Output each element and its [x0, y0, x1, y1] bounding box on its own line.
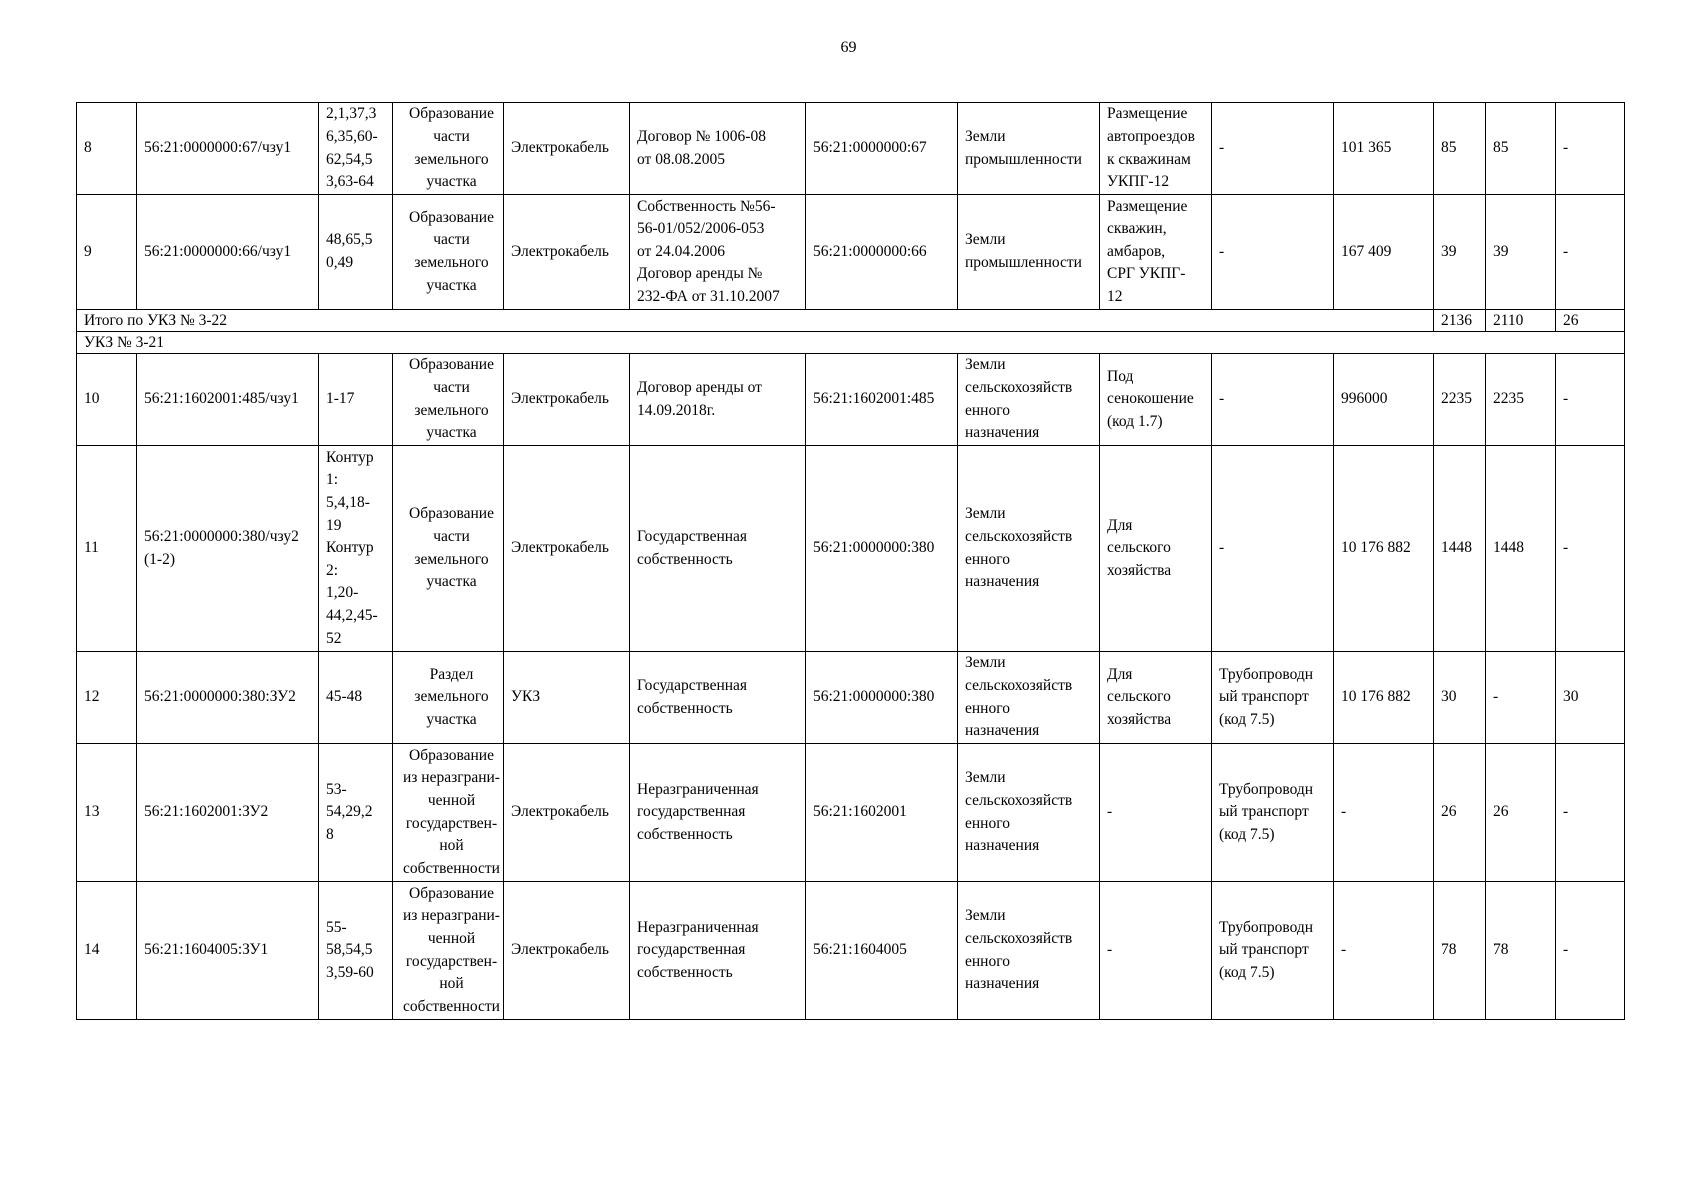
land-category: Земли сельскохозяйств енного назначения	[958, 652, 1100, 744]
area-total: 30	[1434, 652, 1486, 744]
formation-method: Образование части земельного участка	[393, 354, 504, 446]
area-b: -	[1556, 354, 1625, 446]
rows-group-3-22	[77, 103, 1625, 310]
permitted-use: Для сельского хозяйства	[1100, 446, 1212, 652]
purpose: Электрокабель	[504, 103, 630, 195]
land-category: Земли сельскохозяйств енного назначения	[958, 882, 1100, 1020]
permitted-use-new: Трубопроводн ый транспорт (код 7.5)	[1212, 652, 1334, 744]
parent-cadastral-number: 56:21:1602001:485	[806, 354, 958, 446]
summary-label: Итого по УКЗ № 3-22	[77, 310, 1434, 332]
ownership-right: Неразграниченная государственная собственность	[630, 744, 806, 882]
summary-area-a: 2110	[1486, 310, 1556, 332]
land-category: Земли сельскохозяйств енного назначения	[958, 744, 1100, 882]
permitted-use-new: -	[1212, 446, 1334, 652]
cadastral-value: -	[1334, 882, 1434, 1020]
area-a: 1448	[1486, 446, 1556, 652]
parent-cadastral-number: 56:21:0000000:380	[806, 652, 958, 744]
row-number: 14	[77, 882, 137, 1020]
area-b: -	[1556, 446, 1625, 652]
cadastral-number: 56:21:0000000:67/чзу1	[137, 103, 319, 195]
boundary-points: 53- 54,29,2 8	[319, 744, 393, 882]
ownership-right: Неразграниченная государственная собственность	[630, 882, 806, 1020]
cadastral-value: 167 409	[1334, 195, 1434, 310]
area-total: 78	[1434, 882, 1486, 1020]
boundary-points: 45-48	[319, 652, 393, 744]
cadastral-number: 56:21:0000000:380/чзу2 (1-2)	[137, 446, 319, 652]
table-row	[77, 652, 1625, 744]
permitted-use-new: -	[1212, 103, 1334, 195]
land-category: Земли промышленности	[958, 195, 1100, 310]
ownership-right: Собственность №56- 56-01/052/2006-053 от 24.04.2006 Договор аренды № 232-ФА от 31.10.2007	[630, 195, 806, 310]
cadastral-value: 996000	[1334, 354, 1434, 446]
permitted-use: Размещение скважин, амбаров, СРГ УКПГ- 12	[1100, 195, 1212, 310]
boundary-points: 55- 58,54,5 3,59-60	[319, 882, 393, 1020]
area-total: 1448	[1434, 446, 1486, 652]
cadastral-number: 56:21:1602001:ЗУ2	[137, 744, 319, 882]
purpose: УКЗ	[504, 652, 630, 744]
formation-method: Образование части земельного участка	[393, 195, 504, 310]
area-a: 78	[1486, 882, 1556, 1020]
formation-method: Образование из неразграни- ченной государствен- ной собственности	[393, 882, 504, 1020]
area-b: 30	[1556, 652, 1625, 744]
area-b: -	[1556, 882, 1625, 1020]
permitted-use: Размещение автопроездов к скважинам УКПГ-12	[1100, 103, 1212, 195]
permitted-use: Под сенокошение (код 1.7)	[1100, 354, 1212, 446]
cadastral-value: 10 176 882	[1334, 446, 1434, 652]
purpose: Электрокабель	[504, 446, 630, 652]
boundary-points: 48,65,5 0,49	[319, 195, 393, 310]
area-a: 26	[1486, 744, 1556, 882]
row-number: 12	[77, 652, 137, 744]
purpose: Электрокабель	[504, 354, 630, 446]
area-a: 2235	[1486, 354, 1556, 446]
formation-method: Образование части земельного участка	[393, 103, 504, 195]
parent-cadastral-number: 56:21:0000000:67	[806, 103, 958, 195]
permitted-use: -	[1100, 744, 1212, 882]
formation-method: Раздел земельного участка	[393, 652, 504, 744]
boundary-points: 2,1,37,3 6,35,60- 62,54,5 3,63-64	[319, 103, 393, 195]
area-total: 39	[1434, 195, 1486, 310]
row-number: 9	[77, 195, 137, 310]
purpose: Электрокабель	[504, 195, 630, 310]
cadastral-value: -	[1334, 744, 1434, 882]
area-b: -	[1556, 195, 1625, 310]
area-a: 39	[1486, 195, 1556, 310]
table-row	[77, 103, 1625, 195]
row-number: 8	[77, 103, 137, 195]
cadastral-number: 56:21:1602001:485/чзу1	[137, 354, 319, 446]
parent-cadastral-number: 56:21:0000000:380	[806, 446, 958, 652]
permitted-use-new: -	[1212, 195, 1334, 310]
cadastral-number: 56:21:0000000:380:ЗУ2	[137, 652, 319, 744]
area-b: -	[1556, 103, 1625, 195]
ownership-right: Договор № 1006-08 от 08.08.2005	[630, 103, 806, 195]
cadastral-value: 10 176 882	[1334, 652, 1434, 744]
row-number: 13	[77, 744, 137, 882]
area-b: -	[1556, 744, 1625, 882]
boundary-points: 1-17	[319, 354, 393, 446]
permitted-use-new: -	[1212, 354, 1334, 446]
permitted-use: Для сельского хозяйства	[1100, 652, 1212, 744]
parent-cadastral-number: 56:21:1604005	[806, 882, 958, 1020]
section-label: УКЗ № 3-21	[77, 332, 1625, 354]
cadastral-number: 56:21:0000000:66/чзу1	[137, 195, 319, 310]
permitted-use-new: Трубопроводн ый транспорт (код 7.5)	[1212, 744, 1334, 882]
land-category: Земли промышленности	[958, 103, 1100, 195]
permitted-use-new: Трубопроводн ый транспорт (код 7.5)	[1212, 882, 1334, 1020]
area-a: -	[1486, 652, 1556, 744]
purpose: Электрокабель	[504, 882, 630, 1020]
summary-row	[77, 310, 1625, 332]
table-row	[77, 744, 1625, 882]
rows-group-3-21	[77, 354, 1625, 1020]
table-row	[77, 195, 1625, 310]
summary-area-total: 2136	[1434, 310, 1486, 332]
summary-area-b: 26	[1556, 310, 1625, 332]
parent-cadastral-number: 56:21:0000000:66	[806, 195, 958, 310]
table-row	[77, 446, 1625, 652]
area-a: 85	[1486, 103, 1556, 195]
row-number: 11	[77, 446, 137, 652]
area-total: 2235	[1434, 354, 1486, 446]
land-category: Земли сельскохозяйств енного назначения	[958, 354, 1100, 446]
section-row	[77, 332, 1625, 354]
page-number: 69	[840, 39, 857, 56]
formation-method: Образование из неразграни- ченной государствен- ной собственности	[393, 744, 504, 882]
area-total: 26	[1434, 744, 1486, 882]
permitted-use: -	[1100, 882, 1212, 1020]
formation-method: Образование части земельного участка	[393, 446, 504, 652]
cadastral-number: 56:21:1604005:ЗУ1	[137, 882, 319, 1020]
ownership-right: Государственная собственность	[630, 652, 806, 744]
land-category: Земли сельскохозяйств енного назначения	[958, 446, 1100, 652]
row-number: 10	[77, 354, 137, 446]
purpose: Электрокабель	[504, 744, 630, 882]
ownership-right: Государственная собственность	[630, 446, 806, 652]
table-row	[77, 354, 1625, 446]
boundary-points: Контур 1: 5,4,18- 19 Контур 2: 1,20- 44,2,45- 52	[319, 446, 393, 652]
land-plots-table	[76, 102, 1625, 1020]
cadastral-value: 101 365	[1334, 103, 1434, 195]
ownership-right: Договор аренды от 14.09.2018г.	[630, 354, 806, 446]
table-row	[77, 882, 1625, 1020]
area-total: 85	[1434, 103, 1486, 195]
parent-cadastral-number: 56:21:1602001	[806, 744, 958, 882]
